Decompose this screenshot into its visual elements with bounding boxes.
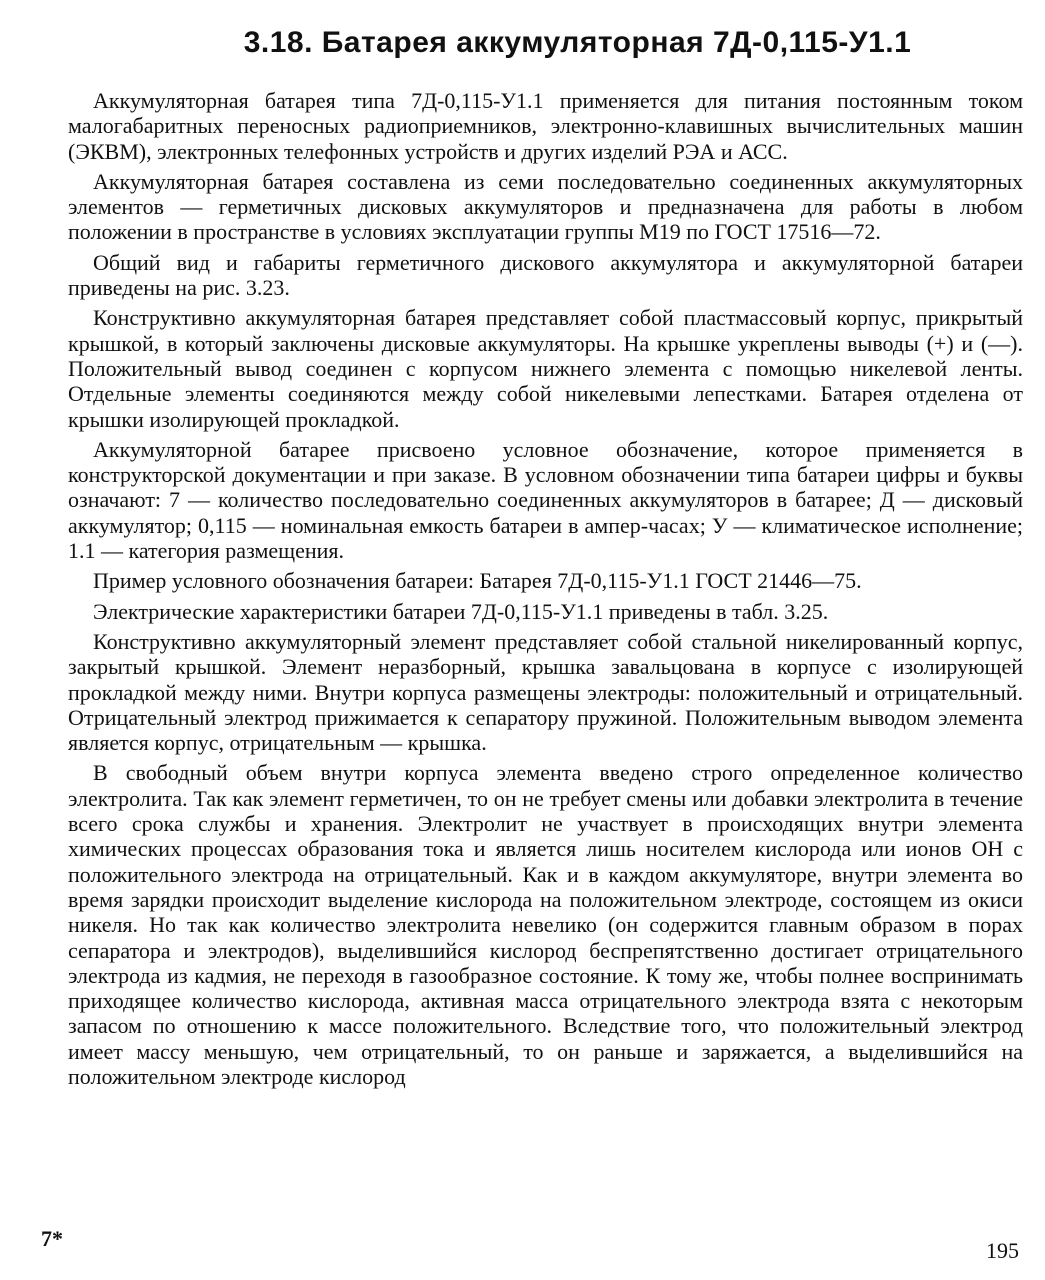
- section-title: 3.18. Батарея аккумуляторная 7Д-0,115-У1.1: [243, 26, 912, 59]
- paragraph-cell-construction: Конструктивно аккумуляторный элемент представляет собой стальной никелированный корпус, закрытый крышкой. Элемент неразборный, крышка завальцована в корпусе с изолирующей прокладкой между ними. Внутри корпуса размещены электроды: положительный и отрицательный. Отрицательный электрод прижимается к сепаратору пружиной. Положительным выводом элемента является корпус, отрицательным — крышка.: [68, 628, 1023, 756]
- paragraph-electrolyte: В свободный объем внутри корпуса элемента введено строго определенное количество электролита. Так как элемент герметичен, то он не требует смены или добавки электролита в течение всего срока службы и хранения. Электролит не участвует в происходящих внутри элемента химических процессах образования тока и является лишь носителем кислорода или ионов ОН с положительного электрода на отрицательный. Как и в каждом аккумуляторе, внутри элемента во время зарядки происходит выделение кислорода на положительном электроде, состоящем из окиси никеля. Но так как количество электролита невелико (он содержится главным образом в порах сепаратора и электродов), выделившийся кислород беспрепятственно достигает отрицательного электрода из кадмия, не переходя в газообразное состояние. К тому же, чтобы полнее воспринимать приходящее количество кислорода, активная масса отрицательного электрода взята с некоторым запасом по отношению к массе положительного. Вследствие того, что положительный электрод имеет массу меньшую, чем отрицательный, то он раньше и заряжается, а выделившийся на положительном электроде кислород: [68, 760, 1023, 1089]
- paragraph-composition: Аккумуляторная батарея составлена из семи последовательно соединенных аккумуляторных элементов — герметичных дисковых аккумуляторов и предназначена для работы в любом положении в пространстве в условиях эксплуатации группы М19 по ГОСТ 17516—72.: [68, 168, 1023, 245]
- page-number: 195: [986, 1238, 1019, 1263]
- paragraph-table-reference: Электрические характеристики батареи 7Д-0,115-У1.1 приведены в табл. 3.25.: [93, 598, 829, 624]
- paragraph-battery-construction: Конструктивно аккумуляторная батарея представляет собой пластмассовый корпус, прикрытый крышкой, в который заключены дисковые аккумуляторы. На крышке укреплены выводы (+) и (—). Положительный вывод соединен с корпусом нижнего элемента с помощью никелевой ленты. Отдельные элементы соединяются между собой никелевыми лепестками. Батарея отделена от крышки изолирующей прокладкой.: [68, 305, 1023, 432]
- page-footer: [41, 1226, 1023, 1263]
- paragraph-designation-example: Пример условного обозначения батареи: Батарея 7Д-0,115-У1.1 ГОСТ 21446—75.: [93, 568, 862, 594]
- paragraph-figure-reference: Общий вид и габариты герметичного дискового аккумулятора и аккумуляторной батареи приведены на рис. 3.23.: [68, 249, 1023, 301]
- body-text: [68, 88, 1023, 1089]
- paragraph-designation: Аккумуляторной батарее присвоено условное обозначение, которое применяется в конструкторской документации и при заказе. В условном обозначении типа батареи цифры и буквы означают: 7 — количество последовательно соединенных аккумуляторов в батарее; Д — дисковый аккумулятор; 0,115 — номинальная емкость батареи в ампер-часах; У — климатическое исполнение; 1.1 — категория размещения.: [68, 436, 1023, 564]
- signature-mark: 7*: [41, 1226, 63, 1251]
- paragraph-purpose: Аккумуляторная батарея типа 7Д-0,115-У1.1 применяется для питания постоянным током малогабаритных переносных радиоприемников, электронно-клавишных вычислительных машин (ЭКВМ), электронных телефонных устройств и других изделий РЭА и АСС.: [68, 88, 1023, 164]
